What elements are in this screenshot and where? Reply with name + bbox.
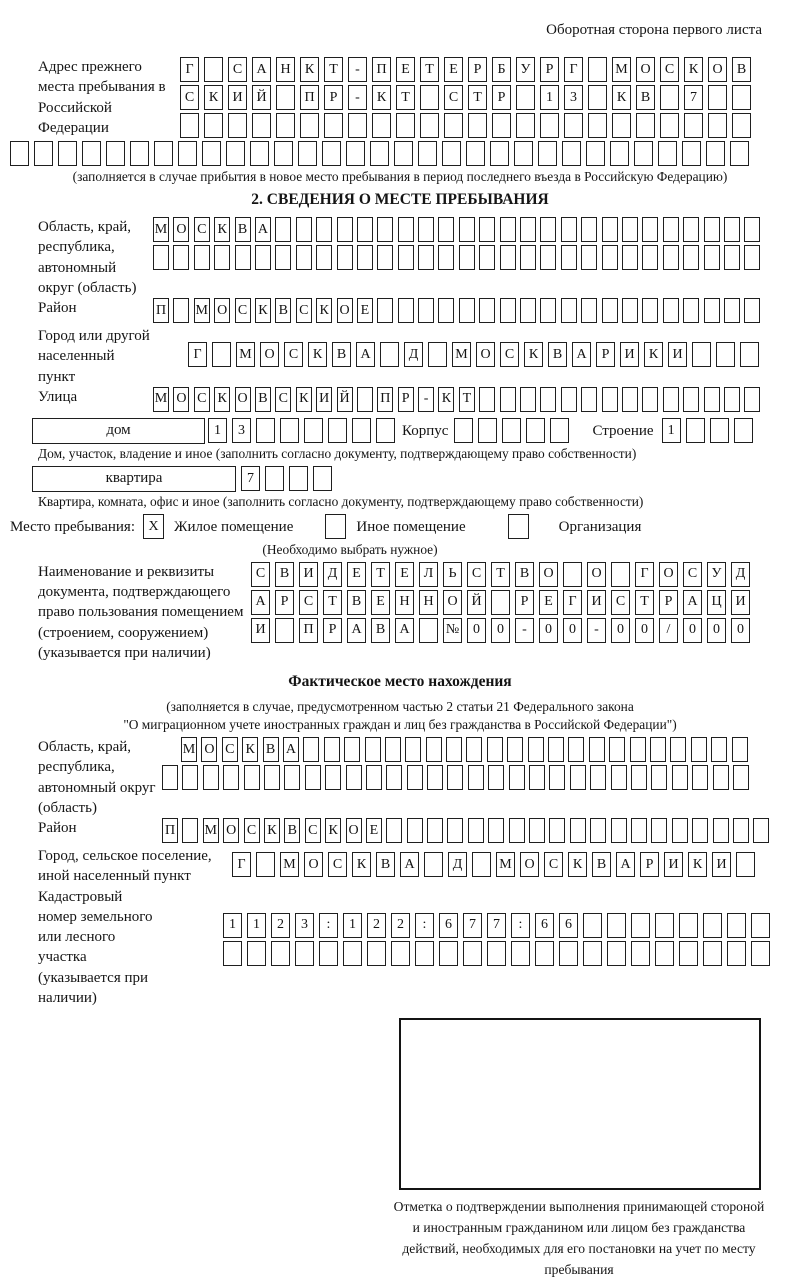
korpus-grid[interactable] <box>454 418 574 443</box>
actual-district-row[interactable]: П М О С К В С К О Е <box>162 818 774 843</box>
stamp-caption: Отметка о подтверждении выполнения принимающей стороной и иностранным гражданином или лицом без гражданства действий, необходимых для его постановки на учет по месту пребывания <box>393 1199 765 1278</box>
district-row[interactable]: П М О С К В С К О Е <box>153 298 765 323</box>
checkbox-organization[interactable] <box>508 514 529 539</box>
page-header-note: Оборотная сторона первого листа <box>546 22 762 38</box>
region-row-1[interactable]: М О С К В А <box>153 217 765 242</box>
document-row-1[interactable]: С В И Д Е Т Е Л Ь С Т В О О Г О С У Д <box>251 562 755 587</box>
cadastral-block <box>10 887 790 1009</box>
actual-city-label: Город, сельское поселение, иной населенный пункт <box>38 848 212 885</box>
apartment-number-grid[interactable]: 7 <box>241 466 337 491</box>
document-label: Наименование и реквизиты документа, подтверждающего право пользования помещением (строением, сооружением) (указывается при наличии) <box>38 563 244 661</box>
checkbox-residential[interactable]: X <box>143 514 164 539</box>
region-row-2[interactable] <box>153 245 765 270</box>
korpus-label: Корпус <box>402 422 449 439</box>
house-note: Дом, участок, владение и иное (заполнить согласно документу, подтверждающему право собственности) <box>38 445 637 461</box>
district-label: Район <box>38 300 77 316</box>
prev-address-label: Адрес прежнего места пребывания в Российской Федерации <box>38 59 166 136</box>
house-row <box>10 418 790 444</box>
stroenie-label: Строение <box>592 422 654 439</box>
document-row-2[interactable]: А Р С Т В Е Н Н О Й Р Е Г И С Т Р А Ц И <box>251 590 755 615</box>
actual-location-note-1: (заполняется в случае, предусмотренном частью 2 статьи 21 Федерального закона <box>166 699 634 714</box>
apartment-row <box>10 466 790 492</box>
region-block <box>10 217 790 298</box>
apartment-note: Квартира, комната, офис и иное (заполнить согласно документу, подтверждающему право собственности) <box>38 493 644 509</box>
document-row-3[interactable]: И П Р А В А № 0 0 - 0 0 - 0 0 / 0 0 0 <box>251 618 755 643</box>
actual-region-row-1[interactable]: М О С К В А <box>181 737 753 762</box>
actual-city-block <box>10 846 790 887</box>
stamp-box <box>399 1018 761 1190</box>
actual-region-block <box>10 737 790 818</box>
city-label: Город или другой населенный пункт <box>38 328 150 385</box>
document-block <box>10 562 790 663</box>
house-type-box[interactable]: дом <box>32 418 205 444</box>
actual-district-block <box>10 818 790 846</box>
cadastral-label: Кадастровый номер земельного или лесного участка (указывается при наличии) <box>38 888 153 1006</box>
city-row[interactable]: Г М О С К В А Д М О С К В А Р И К И <box>188 342 764 367</box>
prev-address-extra-row[interactable] <box>10 141 790 166</box>
actual-location-note-2: "О миграционном учете иностранных граждан и лиц без гражданства в Российской Федерации") <box>123 717 677 732</box>
street-label: Улица <box>38 388 78 405</box>
option-label-other-premises: Иное помещение <box>356 518 466 535</box>
premises-note: (Необходимо выбрать нужное) <box>262 541 438 557</box>
actual-region-row-2[interactable] <box>162 765 753 790</box>
checkbox-other-premises[interactable] <box>325 514 346 539</box>
actual-location-title: Фактическое место нахождения <box>288 673 512 690</box>
city-block <box>10 326 790 387</box>
actual-region-label: Область, край, республика, автономный округ (область) <box>38 739 156 816</box>
actual-district-label: Район <box>38 820 77 836</box>
stroenie-grid[interactable]: 1 <box>662 418 758 443</box>
premises-label: Место пребывания: <box>10 518 135 535</box>
prev-address-row-1[interactable]: Г С А Н К Т - П Е Т Е Р Б У Р Г М О С К О В <box>180 57 756 82</box>
street-row[interactable]: М О С К О В С К И Й П Р - К Т <box>153 387 765 412</box>
cadastral-row-2[interactable] <box>223 941 775 966</box>
district-block <box>10 298 790 326</box>
premises-row <box>10 514 790 540</box>
street-block <box>10 387 790 415</box>
actual-city-row[interactable]: Г М О С К В А Д М О С К В А Р И К И <box>232 852 760 877</box>
option-label-residential: Жилое помещение <box>174 518 294 535</box>
section2-title: 2. СВЕДЕНИЯ О МЕСТЕ ПРЕБЫВАНИЯ <box>251 191 549 208</box>
prev-address-row-3[interactable] <box>180 113 756 138</box>
apartment-type-box[interactable]: квартира <box>32 466 236 492</box>
cadastral-row-1[interactable]: 1 1 2 3 : 1 2 2 : 6 7 7 : 6 6 <box>223 913 775 938</box>
prev-address-block <box>10 57 790 141</box>
prev-address-note: (заполняется в случае прибытия в новое место пребывания в период последнего въезда в Российскую Федерацию) <box>72 169 728 184</box>
option-label-organization: Организация <box>558 518 642 535</box>
region-label: Область, край, республика, автономный округ (область) <box>38 219 137 296</box>
prev-address-row-2[interactable]: С К И Й П Р - К Т С Т Р 1 3 К В 7 <box>180 85 756 110</box>
house-number-grid[interactable]: 1 3 <box>208 418 400 443</box>
